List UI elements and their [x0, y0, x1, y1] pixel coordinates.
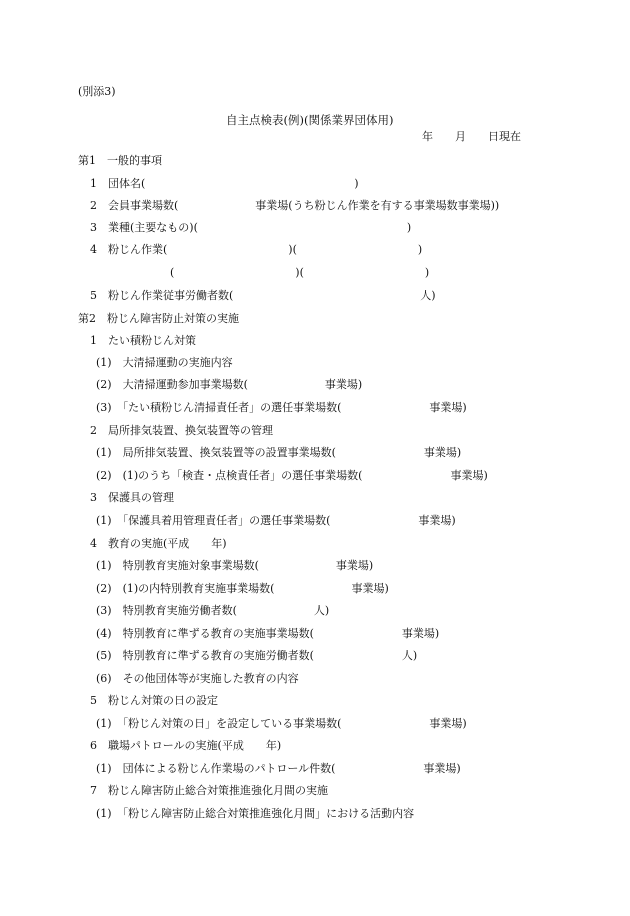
item-cleanup-participants: (2) 大清掃運動参加事業場数( 事業場)	[96, 378, 363, 391]
subsection-protective-equipment: 3 保護具の管理	[90, 491, 174, 504]
item-inspection-managers: (2) (1)のうち「検査・点検責任者」の選任事業場数( 事業場)	[96, 469, 488, 482]
item-equivalent-education-workplaces: (4) 特別教育に準ずる教育の実施事業場数( 事業場)	[96, 627, 440, 640]
item-equivalent-education-workers: (5) 特別教育に準ずる教育の実施労働者数( 人)	[96, 649, 418, 662]
section2-heading: 第2 粉じん障害防止対策の実施	[78, 312, 239, 325]
item-campaign-activities: (1) 「粉じん障害防止総合対策推進強化月間」における活動内容	[96, 807, 415, 820]
attachment-label: (別添3)	[78, 85, 116, 98]
item-organization-name: 1 団体名( )	[90, 177, 359, 190]
item-dust-day-workplaces: (1) 「粉じん対策の日」を設定している事業場数( 事業場)	[96, 717, 467, 730]
subsection-dust-day: 5 粉じん対策の日の設定	[90, 694, 218, 707]
section1-heading: 第1 一般的事項	[78, 154, 162, 167]
item-other-education: (6) その他団体等が実施した教育の内容	[96, 672, 299, 685]
item-member-workplaces: 2 会員事業場数( 事業場(うち粉じん作業を有する事業場数事業場))	[90, 199, 500, 212]
subsection-campaign-month: 7 粉じん障害防止総合対策推進強化月間の実施	[90, 784, 328, 797]
item-dust-work: 4 粉じん作業( )( )	[90, 243, 423, 256]
item-education-workers: (3) 特別教育実施労働者数( 人)	[96, 604, 330, 617]
item-education-target: (1) 特別教育実施対象事業場数( 事業場)	[96, 559, 374, 572]
item-cleanup-content: (1) 大清掃運動の実施内容	[96, 356, 233, 369]
item-cleanup-managers: (3) 「たい積粉じん清掃責任者」の選任事業場数( 事業場)	[96, 401, 467, 414]
item-exhaust-installations: (1) 局所排気装置、換気装置等の設置事業場数( 事業場)	[96, 446, 462, 459]
subsection-exhaust-management: 2 局所排気装置、換気装置等の管理	[90, 424, 273, 437]
subsection-education: 4 教育の実施(平成 年)	[90, 537, 227, 550]
item-equipment-managers: (1) 「保護具着用管理責任者」の選任事業場数( 事業場)	[96, 514, 456, 527]
item-dust-workers: 5 粉じん作業従事労働者数( 人)	[90, 289, 436, 302]
subsection-accumulated-dust: 1 たい積粉じん対策	[90, 334, 196, 347]
item-industry: 3 業種(主要なもの)( )	[90, 221, 412, 234]
date-line: 年 月 日現在	[422, 130, 521, 143]
subsection-patrol: 6 職場パトロールの実施(平成 年)	[90, 739, 282, 752]
item-patrol-count: (1) 団体による粉じん作業場のパトロール件数( 事業場)	[96, 762, 461, 775]
item-education-implemented: (2) (1)の内特別教育実施事業場数( 事業場)	[96, 582, 389, 595]
document-title: 自主点検表(例)(関係業界団体用)	[226, 113, 394, 127]
item-dust-work-continued: ( )( )	[170, 266, 430, 279]
